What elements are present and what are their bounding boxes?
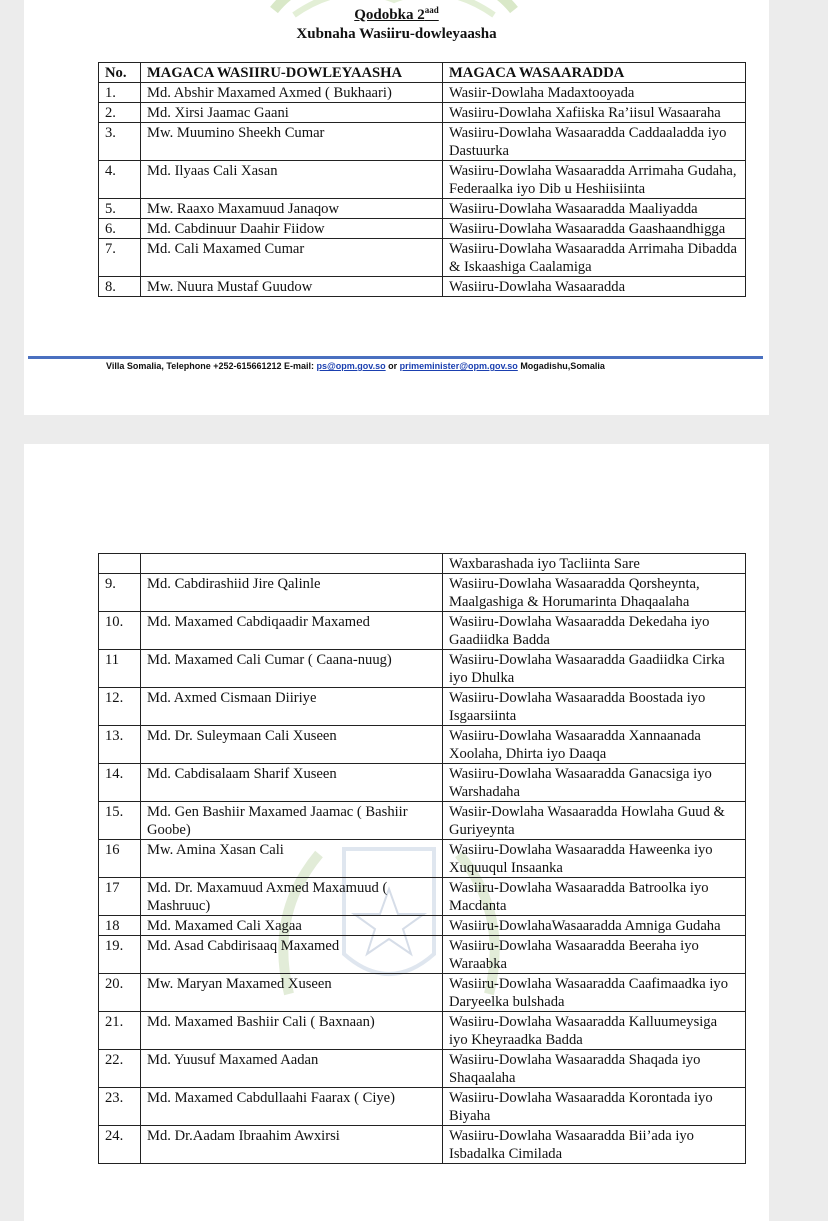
cell-ministry: Wasiiru-Dowlaha Xafiiska Ra’iisul Wasaaraha: [443, 103, 746, 123]
page-subheading: Xubnaha Wasiiru-dowleyaasha: [296, 26, 497, 42]
cell-minister-name: Mw. Muumino Sheekh Cumar: [141, 123, 443, 161]
cell-minister-name: Md. Ilyaas Cali Xasan: [141, 161, 443, 199]
cell-ministry: Wasiiru-Dowlaha Wasaaradda Dekedaha iyo Gaadiidka Badda: [443, 612, 746, 650]
cell-minister-name: Mw. Amina Xasan Cali: [141, 840, 443, 878]
cell-minister-name: Md. Dr. Suleymaan Cali Xuseen: [141, 726, 443, 764]
footer-divider: [28, 356, 763, 359]
table-row: [99, 878, 746, 916]
cell-number: 13.: [99, 726, 141, 764]
table-row: [99, 840, 746, 878]
column-header-no: No.: [99, 63, 141, 83]
table-row: [99, 974, 746, 1012]
cell-minister-name: Md. Cabdinuur Daahir Fiidow: [141, 219, 443, 239]
cell-ministry: Wasiiru-Dowlaha Wasaaradda Caafimaadka iyo Daryeelka bulshada: [443, 974, 746, 1012]
cell-minister-name: Md. Axmed Cismaan Diiriye: [141, 688, 443, 726]
ministers-table-2: [98, 553, 746, 1164]
cell-minister-name: Md. Maxamed Cabdiqaadir Maxamed: [141, 612, 443, 650]
table-row: [99, 574, 746, 612]
cell-number: 9.: [99, 574, 141, 612]
cell-minister-name: Md. Cabdirashiid Jire Qalinle: [141, 574, 443, 612]
cell-ministry: Waxbarashada iyo Tacliinta Sare: [443, 554, 746, 574]
table-row: [99, 916, 746, 936]
cell-number: 24.: [99, 1126, 141, 1164]
cell-minister-name: Md. Gen Bashiir Maxamed Jaamac ( Bashiir Goobe): [141, 802, 443, 840]
cell-minister-name: Md. Dr. Maxamuud Axmed Maxamuud ( Mashruuc): [141, 878, 443, 916]
cell-ministry: Wasiiru-Dowlaha Wasaaradda Caddaaladda iyo Dastuurka: [443, 123, 746, 161]
cell-ministry: Wasiiru-Dowlaha Wasaaradda Arrimaha Gudaha, Federaalka iyo Dib u Heshiisiinta: [443, 161, 746, 199]
cell-number: 15.: [99, 802, 141, 840]
ministers-table-1: [98, 62, 746, 297]
table-row: [99, 199, 746, 219]
table-row: [99, 83, 746, 103]
cell-ministry: Wasiiru-Dowlaha Wasaaradda Korontada iyo Biyaha: [443, 1088, 746, 1126]
table-row: [99, 1088, 746, 1126]
cell-ministry: Wasiiru-Dowlaha Wasaaradda: [443, 277, 746, 297]
cell-ministry: Wasiiru-Dowlaha Wasaaradda Gaashaandhigga: [443, 219, 746, 239]
cell-ministry: Wasiiru-Dowlaha Wasaaradda Qorsheynta, Maalgashiga & Horumarinta Dhaqaalaha: [443, 574, 746, 612]
document-page-1: [24, 0, 769, 415]
cell-minister-name: Md. Abshir Maxamed Axmed ( Bukhaari): [141, 83, 443, 103]
cell-number: 11: [99, 650, 141, 688]
cell-ministry: Wasiiru-Dowlaha Wasaaradda Beeraha iyo Waraabka: [443, 936, 746, 974]
table-row: [99, 764, 746, 802]
cell-number: 4.: [99, 161, 141, 199]
cell-number: 22.: [99, 1050, 141, 1088]
cell-number: 8.: [99, 277, 141, 297]
cell-minister-name: Md. Maxamed Cabdullaahi Faarax ( Ciye): [141, 1088, 443, 1126]
cell-minister-name: Mw. Nuura Mustaf Guudow: [141, 277, 443, 297]
table-header-row: [99, 63, 746, 83]
cell-number: 16: [99, 840, 141, 878]
cell-minister-name: Md. Maxamed Bashiir Cali ( Baxnaan): [141, 1012, 443, 1050]
table-row: [99, 688, 746, 726]
cell-minister-name: Md. Cali Maxamed Cumar: [141, 239, 443, 277]
cell-number: 18: [99, 916, 141, 936]
cell-ministry: Wasiiru-Dowlaha Wasaaradda Arrimaha Dibadda & Iskaashiga Caalamiga: [443, 239, 746, 277]
cell-ministry: Wasiiru-Dowlaha Wasaaradda Batroolka iyo Macdanta: [443, 878, 746, 916]
cell-number: 10.: [99, 612, 141, 650]
table-row: [99, 239, 746, 277]
cell-ministry: Wasiiru-Dowlaha Wasaaradda Kalluumeysiga iyo Kheyraadka Badda: [443, 1012, 746, 1050]
cell-ministry: Wasiir-Dowlaha Madaxtooyada: [443, 83, 746, 103]
table-row: [99, 554, 746, 574]
cell-number: 21.: [99, 1012, 141, 1050]
cell-minister-name: Md. Maxamed Cali Xagaa: [141, 916, 443, 936]
cell-minister-name: [141, 554, 443, 574]
cell-number: 1.: [99, 83, 141, 103]
cell-ministry: Wasiiru-Dowlaha Wasaaradda Gaadiidka Cirka iyo Dhulka: [443, 650, 746, 688]
footer-contact: Villa Somalia, Telephone +252-615661212 E-mail: ps@opm.gov.so or primeminister@opm.gov.so Mogadishu,Somalia: [106, 361, 605, 371]
cell-number: 17: [99, 878, 141, 916]
cell-minister-name: Md. Cabdisalaam Sharif Xuseen: [141, 764, 443, 802]
column-header-name: MAGACA WASIIRU-DOWLEYAASHA: [141, 63, 443, 83]
cell-ministry: Wasiiru-DowlahaWasaaradda Amniga Gudaha: [443, 916, 746, 936]
table-row: [99, 103, 746, 123]
cell-ministry: Wasiiru-Dowlaha Wasaaradda Boostada iyo Isgaarsiinta: [443, 688, 746, 726]
cell-ministry: Wasiiru-Dowlaha Wasaaradda Ganacsiga iyo Warshadaha: [443, 764, 746, 802]
table-row: [99, 219, 746, 239]
table-row: [99, 726, 746, 764]
cell-ministry: Wasiir-Dowlaha Wasaaradda Howlaha Guud & Guriyeynta: [443, 802, 746, 840]
cell-minister-name: Mw. Maryan Maxamed Xuseen: [141, 974, 443, 1012]
cell-number: 3.: [99, 123, 141, 161]
cell-minister-name: Md. Xirsi Jaamac Gaani: [141, 103, 443, 123]
table-row: [99, 650, 746, 688]
cell-number: 19.: [99, 936, 141, 974]
cell-minister-name: Md. Maxamed Cali Cumar ( Caana-nuug): [141, 650, 443, 688]
cell-minister-name: Mw. Raaxo Maxamuud Janaqow: [141, 199, 443, 219]
cell-number: [99, 554, 141, 574]
table-row: [99, 1126, 746, 1164]
cell-number: 12.: [99, 688, 141, 726]
cell-minister-name: Md. Dr.Aadam Ibraahim Awxirsi: [141, 1126, 443, 1164]
cell-number: 20.: [99, 974, 141, 1012]
column-header-ministry: MAGACA WASAARADDA: [443, 63, 746, 83]
cell-ministry: Wasiiru-Dowlaha Wasaaradda Maaliyadda: [443, 199, 746, 219]
table-row: [99, 277, 746, 297]
cell-ministry: Wasiiru-Dowlaha Wasaaradda Shaqada iyo Shaqaalaha: [443, 1050, 746, 1088]
cell-number: 2.: [99, 103, 141, 123]
page-heading: Qodobka $2^{aad}$: [354, 5, 439, 23]
cell-number: 7.: [99, 239, 141, 277]
table-row: [99, 161, 746, 199]
cell-number: 14.: [99, 764, 141, 802]
cell-number: 23.: [99, 1088, 141, 1126]
table-row: [99, 1012, 746, 1050]
table-row: [99, 1050, 746, 1088]
cell-minister-name: Md. Yuusuf Maxamed Aadan: [141, 1050, 443, 1088]
email-link-primeminister[interactable]: primeminister@opm.gov.so: [399, 361, 518, 371]
cell-minister-name: Md. Asad Cabdirisaaq Maxamed: [141, 936, 443, 974]
table-row: [99, 123, 746, 161]
document-page-2: [24, 444, 769, 1221]
table-row: [99, 612, 746, 650]
email-link-ps[interactable]: ps@opm.gov.so: [316, 361, 386, 371]
cell-ministry: Wasiiru-Dowlaha Wasaaradda Bii’ada iyo Isbadalka Cimilada: [443, 1126, 746, 1164]
cell-ministry: Wasiiru-Dowlaha Wasaaradda Haweenka iyo Xuquuqul Insaanka: [443, 840, 746, 878]
table-row: [99, 802, 746, 840]
table-row: [99, 936, 746, 974]
cell-number: 6.: [99, 219, 141, 239]
cell-number: 5.: [99, 199, 141, 219]
cell-ministry: Wasiiru-Dowlaha Wasaaradda Xannaanada Xoolaha, Dhirta iyo Daaqa: [443, 726, 746, 764]
